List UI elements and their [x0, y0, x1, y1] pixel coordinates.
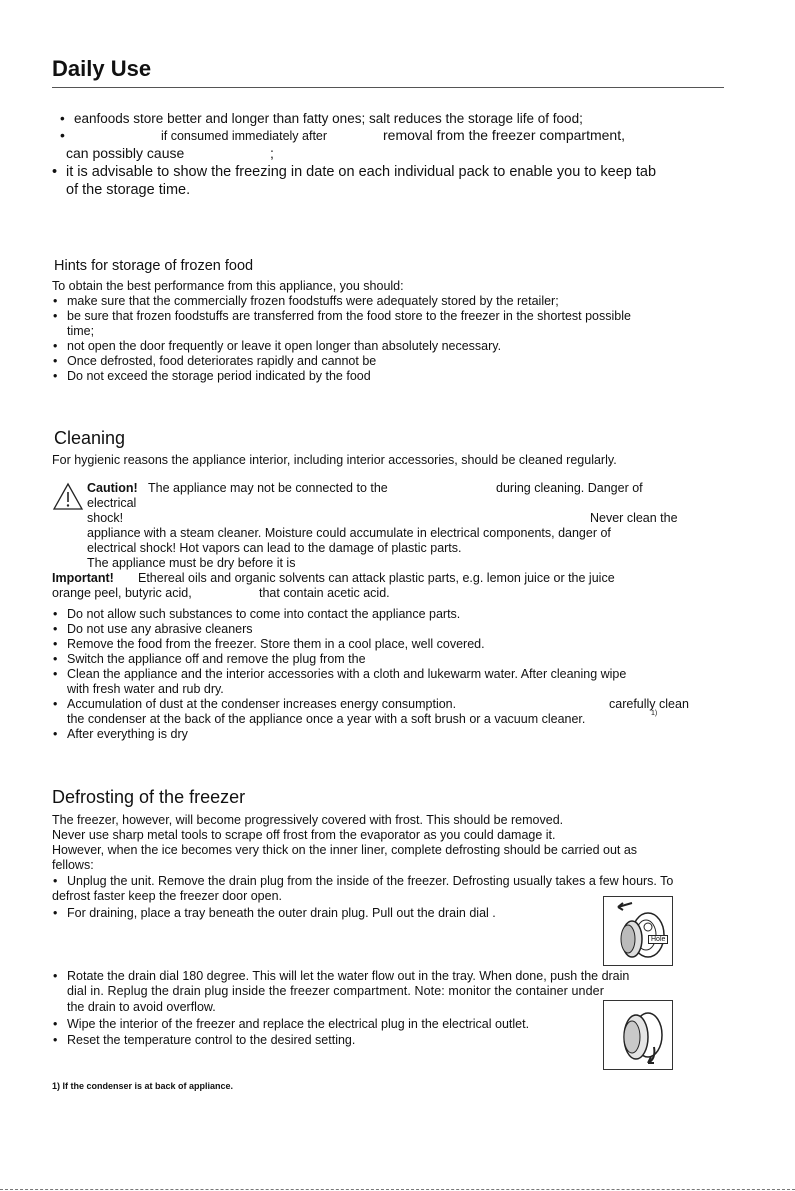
defrost-line: Never use sharp metal tools to scrape off frost from the evaporator as you could damage it. [52, 828, 556, 842]
rotate-dial-icon [604, 1001, 672, 1069]
footnote: 1) If the condenser is at back of appliance. [52, 1081, 234, 1091]
caution-line-5: electrical shock! Hot vapors can lead to the damage of plastic parts. [87, 541, 462, 555]
caution-label: Caution! [87, 481, 138, 495]
caution-line-1b: during cleaning. Danger of [496, 481, 643, 495]
caution-line-1a: The appliance may not be connected to the [148, 481, 388, 495]
intro-bullet-2b: removal from the freezer compartment, [383, 127, 625, 143]
cleaning-item-cont: the condenser at the back of the appliance once a year with a soft brush or a vacuum cleaner. [67, 712, 586, 726]
defrost-line: • Reset the temperature control to the desired setting. [67, 1033, 355, 1048]
important-line-2a: orange peel, butyric acid, [52, 586, 192, 600]
rotate-dial-illustration [603, 1000, 673, 1070]
caution-line-2: electrical [87, 496, 137, 510]
hints-item: • be sure that frozen foodstuffs are transferred from the food store to the freezer in the shortest possible [67, 309, 631, 324]
caution-line-6: The appliance must be dry before it is [87, 556, 296, 570]
defrost-line: • Wipe the interior of the freezer and replace the electrical plug in the electrical outlet. [67, 1017, 529, 1032]
caution-line-4: appliance with a steam cleaner. Moisture could accumulate in electrical components, danger of [87, 526, 611, 540]
hints-item-cont: time; [67, 324, 95, 338]
page-title: Daily Use [52, 56, 152, 81]
hole-label: Hole [648, 935, 668, 944]
intro-bullet-2d: ; [270, 145, 274, 161]
caution-line-3b: Never clean the [590, 511, 678, 525]
defrost-line: dial in. Replug the drain plug inside the freezer compartment. Note: monitor the container under [67, 984, 604, 998]
defrost-line: defrost faster keep the freezer door open. [52, 889, 282, 903]
cleaning-item-cont: with fresh water and rub dry. [67, 682, 224, 696]
drain-dial-illustration [603, 896, 673, 966]
intro-bullet-2c: can possibly cause [66, 145, 185, 161]
hints-lead: To obtain the best performance from this appliance, you should: [52, 279, 404, 293]
intro-bullet-3a: • it is advisable to show the freezing in date on each individual pack to enable you to keep tab [66, 164, 656, 181]
cleaning-item: • Switch the appliance off and remove the plug from the [67, 652, 366, 667]
defrost-line: the drain to avoid overflow. [67, 1000, 216, 1014]
defrost-line: However, when the ice becomes very thick on the inner liner, complete defrosting should be carried out as [52, 843, 638, 857]
cleaning-lead: For hygienic reasons the appliance interior, including interior accessories, should be cleaned regularly. [52, 453, 617, 467]
page-bottom-border [0, 1189, 795, 1190]
defrost-line: • For draining, place a tray beneath the outer drain plug. Pull out the drain dial . [67, 906, 496, 921]
cleaning-item: • Clean the appliance and the interior accessories with a cloth and lukewarm water. After cleaning wipe [67, 667, 626, 682]
cleaning-item: • After everything is dry [67, 727, 188, 742]
intro-bullet-3b: of the storage time. [66, 182, 191, 198]
warning-icon [52, 482, 84, 512]
cleaning-item: • Do not allow such substances to come into contact the appliance parts. [67, 607, 460, 622]
hints-heading: Hints for storage of frozen food [54, 258, 254, 274]
hints-item: • Do not exceed the storage period indicated by the food [67, 369, 371, 384]
defrost-line: • Unplug the unit. Remove the drain plug from the inside of the freezer. Defrosting usually takes a few hours. To [67, 874, 673, 889]
cleaning-item-tail: carefully clean [609, 697, 689, 711]
hints-item: • not open the door frequently or leave it open longer than absolutely necessary. [67, 339, 501, 354]
cleaning-item: • Accumulation of dust at the condenser increases energy consumption. [67, 697, 456, 712]
hints-item: • Once defrosted, food deteriorates rapidly and cannot be [67, 354, 376, 369]
defrost-line: The freezer, however, will become progressively covered with frost. This should be removed. [52, 813, 564, 827]
intro-bullet-2a: if consumed immediately after [161, 129, 328, 143]
intro-bullet-1: • eanfoods store better and longer than fatty ones; salt reduces the storage life of food; [74, 110, 583, 127]
footnote-ref: 1) [651, 710, 658, 717]
defrost-line: fellows: [52, 858, 94, 872]
defrost-line: • Rotate the drain dial 180 degree. This will let the water flow out in the tray. When done, push the drain [67, 969, 629, 984]
important-label: Important! [52, 571, 114, 585]
cleaning-item: • Remove the food from the freezer. Store them in a cool place, well covered. [67, 637, 485, 652]
cleaning-item: • Do not use any abrasive cleaners [67, 622, 253, 637]
drain-dial-icon [604, 897, 672, 965]
cleaning-heading: Cleaning [54, 428, 126, 448]
caution-line-3a: shock! [87, 511, 124, 525]
defrost-heading: Defrosting of the freezer [52, 787, 246, 807]
important-line-2b: that contain acetic acid. [259, 586, 390, 600]
important-line-1: Ethereal oils and organic solvents can attack plastic parts, e.g. lemon juice or the juice [138, 571, 615, 585]
title-rule [52, 87, 724, 88]
hints-item: • make sure that the commercially frozen foodstuffs were adequately stored by the retailer; [67, 294, 559, 309]
